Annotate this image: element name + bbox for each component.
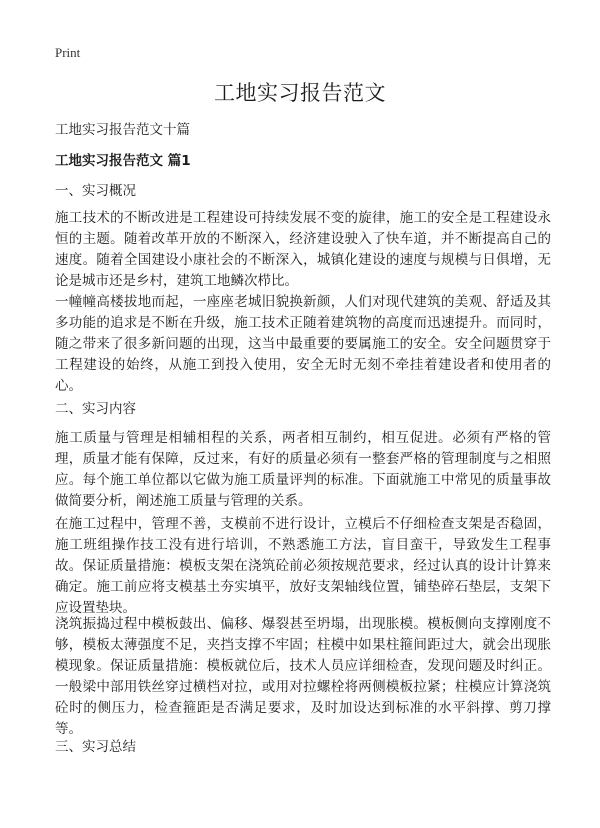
document-subtitle: 工地实习报告范文十篇 (55, 122, 190, 138)
page-title: 工地实习报告范文 (214, 81, 386, 105)
heading-summary: 三、实习总结 (55, 739, 136, 755)
heading-overview: 一、实习概况 (55, 183, 136, 199)
paragraph: 浇筑振捣过程中模板鼓出、偏移、爆裂甚至坍塌，出现胀模。模板侧向支撑刚度不够，模板太薄强度不足，夹挡支撑不牢固；柱模中如果柱箍间距过大，就会出现胀模现象。保证质量措施：模板就位后，技术人员应详细检查，发现问题及时纠正。一般梁中部用铁丝穿过横档对拉，或用对拉螺栓将两侧模板拉紧；柱模应计算浇筑砼时的侧压力，检查箍距是否满足要求，及时加设达到标准的水平斜撑、剪刀撑等。 (55, 616, 551, 737)
paragraph: 一幢幢高楼拔地而起，一座座老城旧貌换新颜，人们对现代建筑的美观、舒适及其多功能的追求是不断在升级，施工技术正随着建筑物的高度而迅速提升。而同时，随之带来了很多新问题的出现，这当中最重要的要属施工的安全。安全问题贯穿于工程建设的始终，从施工到投入使用，安全无时无刻不牵挂着建设者和使用者的心。 (55, 294, 551, 394)
paragraph: 施工技术的不断改进是工程建设可持续发展不变的旋律，施工的安全是工程建设永恒的主题。随着改革开放的不断深入，经济建设驶入了快车道，并不断提高自己的速度。随着全国建设小康社会的不断深入，城镇化建设的速度与规模与日俱增，无论是城市还是乡村，建筑工地鳞次栉比。 (55, 210, 551, 289)
heading-content: 二、实习内容 (55, 401, 136, 417)
print-link[interactable]: Print (55, 45, 81, 60)
section-title: 工地实习报告范文 篇1 (55, 153, 191, 169)
paragraph: 施工质量与管理是相辅相程的关系，两者相互制约，相互促进。必须有严格的管理，质量才能有保障，反过来，有好的质量必须有一整套严格的管理制度与之相照应。每个施工单位都以它做为施工质量评判的标准。下面就施工中常见的质量事故做简要分析，阐述施工质量与管理的关系。 (55, 430, 551, 509)
paragraph: 在施工过程中，管理不善，支模前不进行设计，立模后不仔细检查支架是否稳固，施工班组操作技工没有进行培训，不熟悉施工方法，盲目蛮干，导致发生工程事故。保证质量措施：模板支架在浇筑砼前必须按规范要求，经过认真的设计计算来确定。施工前应将支模基土夯实填平，放好支架轴线位置，铺垫碎石垫层，支架下应设置垫块。 (55, 516, 551, 616)
